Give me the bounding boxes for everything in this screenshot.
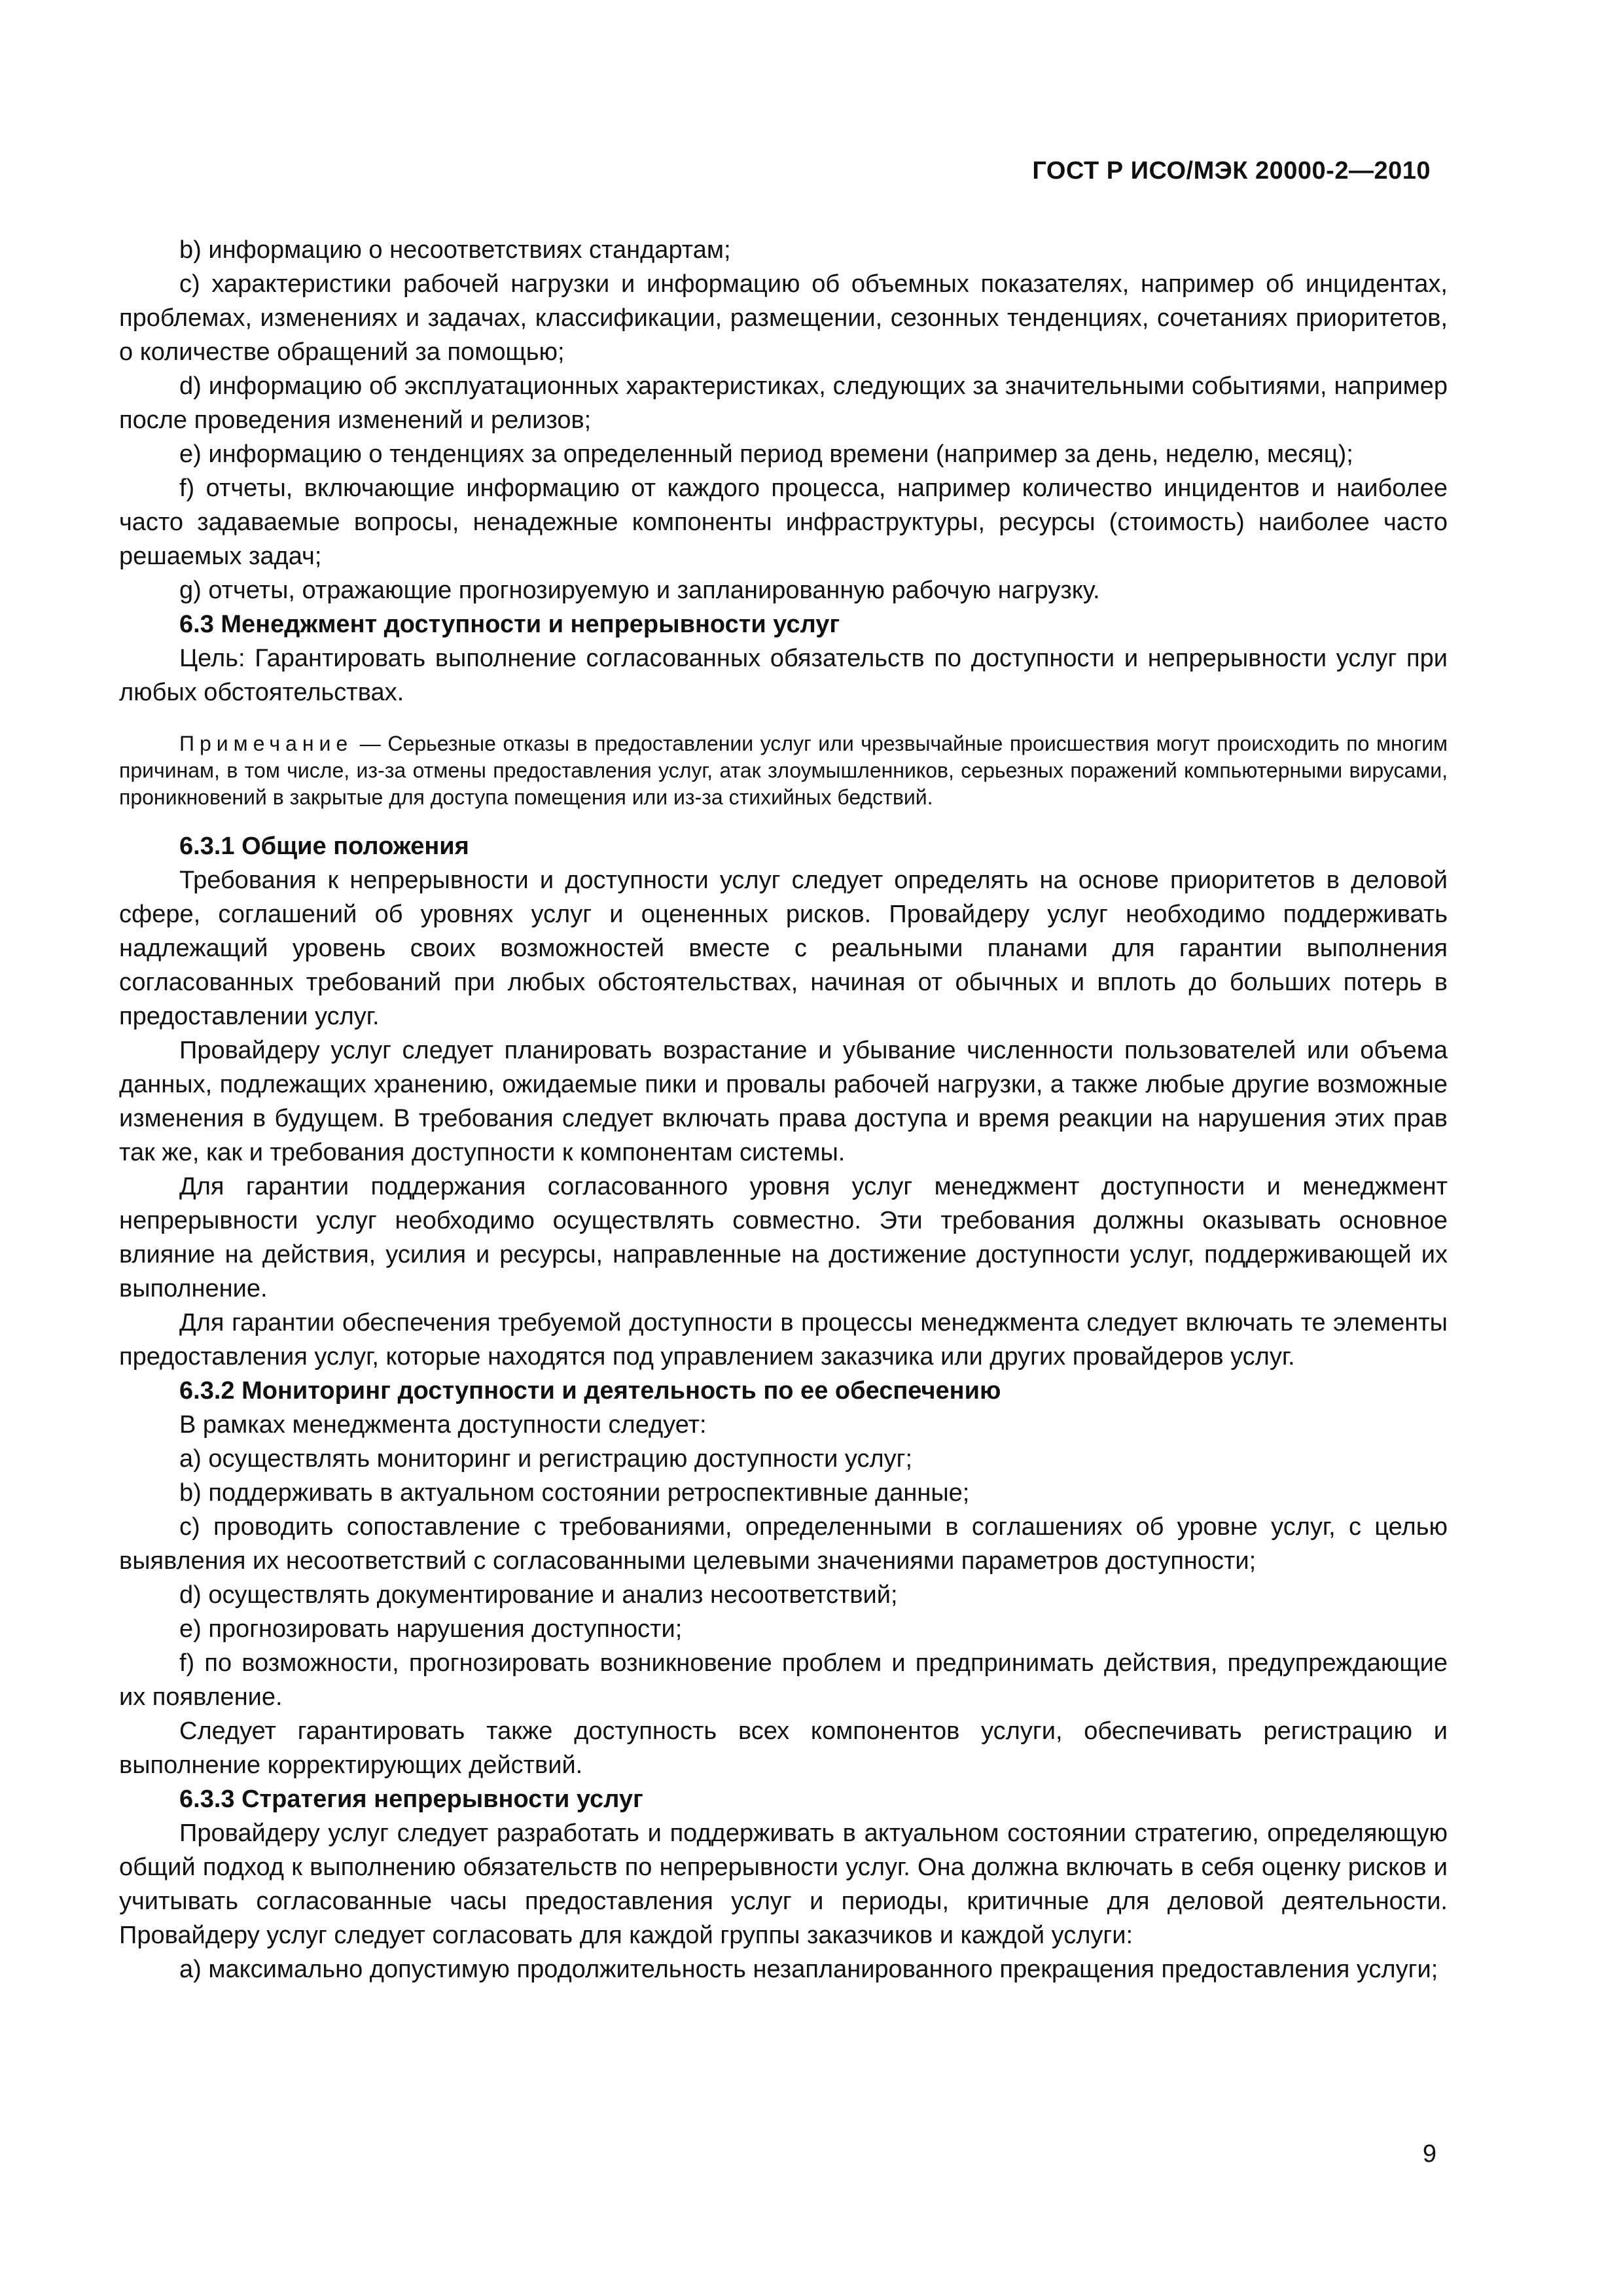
note-label: Примечание: [179, 732, 353, 755]
list-item-f: f) отчеты, включающие информацию от каждого процесса, например количество инцидентов и наиболее часто задаваемые вопросы, ненадежные компоненты инфраструктуры, ресурсы (стоимость) наиболее часто решаемых задач;: [119, 475, 1448, 570]
section-heading-6-3-2: 6.3.2 Мониторинг доступности и деятельность по ее обеспечению: [179, 1377, 1001, 1405]
list-item-e: e) прогнозировать нарушения доступности;: [179, 1615, 683, 1643]
list-item-d: d) информацию об эксплуатационных характеристиках, следующих за значительными событиями, например после проведения изменений и релизов;: [119, 372, 1448, 434]
list-item-g: g) отчеты, отражающие прогнозируемую и запланированную рабочую нагрузку.: [179, 577, 1100, 604]
paragraph: Требования к непрерывности и доступности услуг следует определять на основе приоритетов в деловой сфере, соглашений об уровнях услуг и оцененных рисков. Провайдеру услуг необходимо поддерживать надлежащий уровень своих возможностей вместе с реальными планами для гарантии выполнения согласованных требований при любых обстоятельствах, начиная от обычных и вплоть до больших потерь в предоставлении услуг.: [119, 867, 1448, 1030]
list-item-d: d) осуществлять документирование и анализ несоответствий;: [179, 1581, 898, 1609]
document-body: [119, 233, 1448, 1986]
list-item-b: b) поддерживать в актуальном состоянии ретроспективные данные;: [179, 1479, 970, 1507]
list-item-f: f) по возможности, прогнозировать возникновение проблем и предпринимать действия, предупреждающие их появление.: [119, 1649, 1448, 1711]
paragraph: Провайдеру услуг следует планировать возрастание и убывание численности пользователей или объема данных, подлежащих хранению, ожидаемые пики и провалы рабочей нагрузки, а также любые другие возможные изменения в будущем. В требования следует включать права доступа и время реакции на нарушения этих прав так же, как и требования доступности к компонентам системы.: [119, 1037, 1448, 1166]
paragraph: Для гарантии обеспечения требуемой доступности в процессы менеджмента следует включать те элементы предоставления услуг, которые находятся под управлением заказчика или других провайдеров услуг.: [119, 1309, 1448, 1371]
note-block: [119, 730, 1448, 811]
list-item-a: a) максимально допустимую продолжительность незапланированного прекращения предоставления услуги;: [179, 1956, 1438, 1983]
section-heading-6-3-3: 6.3.3 Стратегия непрерывности услуг: [179, 1785, 643, 1813]
section-heading-6-3: 6.3 Менеджмент доступности и непрерывности услуг: [179, 611, 840, 638]
note-text: — Серьезные отказы в предоставлении услуг или чрезвычайные происшествия могут происходить по многим причинам, в том числе, из-за отмены предоставления услуг, атак злоумышленников, серьезных поражений компьютерными вирусами, проникновений в закрытые для доступа помещения или из-за стихийных бедствий.: [119, 732, 1448, 809]
paragraph: В рамках менеджмента доступности следует:: [179, 1411, 707, 1439]
paragraph: Провайдеру услуг следует разработать и поддерживать в актуальном состоянии стратегию, определяющую общий подход к выполнению обязательств по непрерывности услуг. Она должна включать в себя оценку рисков и учитывать согласованные часы предоставления услуг и периоды, критичные для деловой деятельности. Провайдеру услуг следует согласовать для каждой группы заказчиков и каждой услуги:: [119, 1820, 1448, 1949]
list-item-c: c) проводить сопоставление с требованиями, определенными в соглашениях об уровне услуг, с целью выявления их несоответствий с согласованными целевыми значениями параметров доступности;: [119, 1513, 1448, 1575]
document-header: ГОСТ Р ИСО/МЭК 20000-2—2010: [1032, 157, 1431, 185]
section-heading-6-3-1: 6.3.1 Общие положения: [179, 833, 469, 860]
page-number: 9: [1422, 2140, 1436, 2168]
list-item-c: c) характеристики рабочей нагрузки и информацию об объемных показателях, например об инцидентах, проблемах, изменениях и задачах, классификации, размещении, сезонных тенденциях, сочетаниях приоритетов, о количестве обращений за помощью;: [119, 270, 1448, 366]
list-item-e: e) информацию о тенденциях за определенный период времени (например за день, неделю, месяц);: [179, 440, 1353, 468]
section-purpose: Цель: Гарантировать выполнение согласованных обязательств по доступности и непрерывности услуг при любых обстоятельствах.: [119, 645, 1448, 706]
paragraph: Для гарантии поддержания согласованного уровня услуг менеджмент доступности и менеджмент непрерывности услуг необходимо осуществлять совместно. Эти требования должны оказывать основное влияние на действия, усилия и ресурсы, направленные на достижение доступности услуг, поддерживающей их выполнение.: [119, 1173, 1448, 1302]
paragraph: Следует гарантировать также доступность всех компонентов услуги, обеспечивать регистрацию и выполнение корректирующих действий.: [119, 1717, 1448, 1779]
list-item-b: b) информацию о несоответствиях стандартам;: [179, 236, 731, 264]
list-item-a: a) осуществлять мониторинг и регистрацию доступности услуг;: [179, 1445, 913, 1473]
